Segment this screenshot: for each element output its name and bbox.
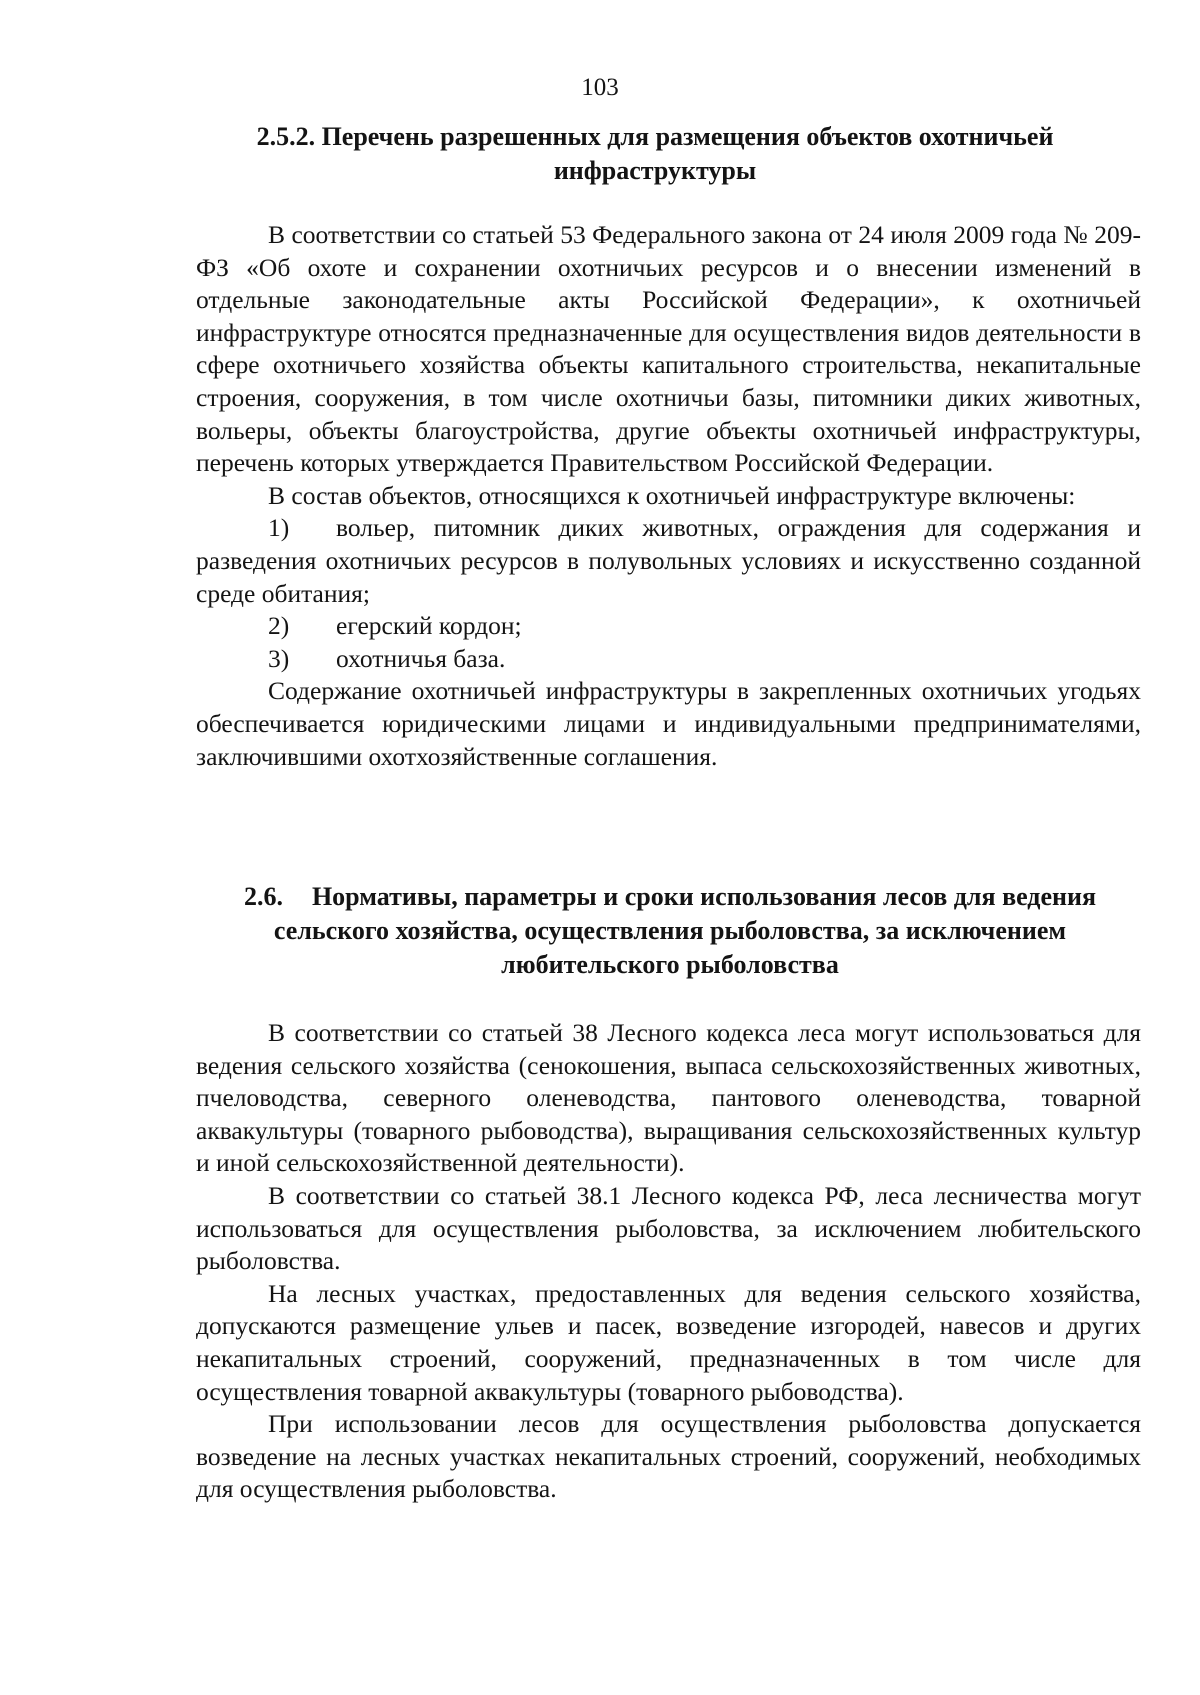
section-2-6-heading [195,880,1145,982]
heading-line: инфраструктуры [553,156,757,185]
section-2-5-2-body [196,219,1141,773]
list-item [196,512,1141,610]
page-number: 103 [581,74,619,101]
section-number: 2.6. [243,882,283,911]
paragraph: На лесных участках, предоставленных для ведения сельского хозяйства, допускаются размещение ульев и пасек, возведение изгородей, навесов и других некапитальных строений, сооружений, предназначенных в том числе для осуществления товарной аквакультуры (товарного рыбоводства). [196,1278,1141,1406]
paragraph: При использовании лесов для осуществления рыболовства допускается возведение на лесных участках некапитальных строений, сооружений, необходимых для осуществления рыболовства. [196,1409,1141,1504]
paragraph: В соответствии со статьей 53 Федерального закона от 24 июля 2009 года № 209-ФЗ «Об охоте и сохранении охотничьих ресурсов и о внесении изменений в отдельные законодательные акты Российской Федерации», к охотничьей инфраструктуре относятся предназначенные для осуществления видов деятельности в сфере охотничьего хозяйства объекты капитального строительства, некапитальные строения, сооружения, в том числе охотничьи базы, питомники диких животных, вольеры, объекты благоустройства, другие объекты охотничьей инфраструктуры, перечень которых утверждается Правительством Российской Федерации. [196,220,1141,478]
list-item-text: охотничья база. [336,643,506,673]
paragraph: В соответствии со статьей 38 Лесного кодекса леса могут использоваться для ведения сельского хозяйства (сенокошения, выпаса сельскохозяйственных животных, пчеловодства, северного оленеводства, пантового оленеводства, товарной аквакультуры (товарного рыбоводства), выращивания сельскохозяйственных культур и иной сельскохозяйственной деятельности). [196,1018,1141,1178]
list-marker: 2) [268,611,290,641]
list-marker: 3) [268,643,290,673]
paragraph: Содержание охотничьей инфраструктуры в закрепленных охотничьих угодьях обеспечивается юридическими лицами и индивидуальными предпринимателями, заключившими охотхозяйственные соглашения. [196,676,1141,771]
section-2-5-2-heading [195,120,1115,188]
list-marker: 1) [268,513,290,543]
list-item [196,643,1141,676]
section-2-6-body [196,1017,1141,1506]
list-item [196,610,1141,643]
heading-line [195,880,1145,914]
list-item-text: вольер, питомник диких животных, ограждения для содержания и разведения охотничьих ресурсов в полувольных условиях и искусственно созданной среде обитания; [196,513,1141,608]
heading-line: сельского хозяйства, осуществления рыболовства, за исключением [273,916,1067,945]
paragraph: В состав объектов, относящихся к охотничьей инфраструктуре включены: [268,480,1076,510]
heading-text: Нормативы, параметры и сроки использования лесов для ведения [311,882,1097,911]
list-item-text: егерский кордон; [336,611,522,641]
paragraph: В соответствии со статьей 38.1 Лесного кодекса РФ, леса лесничества могут использоваться для осуществления рыболовства, за исключением любительского рыболовства. [196,1180,1141,1276]
heading-line: любительского рыболовства [501,950,839,979]
heading-line: 2.5.2. Перечень разрешенных для размещения объектов охотничьей [256,122,1054,151]
